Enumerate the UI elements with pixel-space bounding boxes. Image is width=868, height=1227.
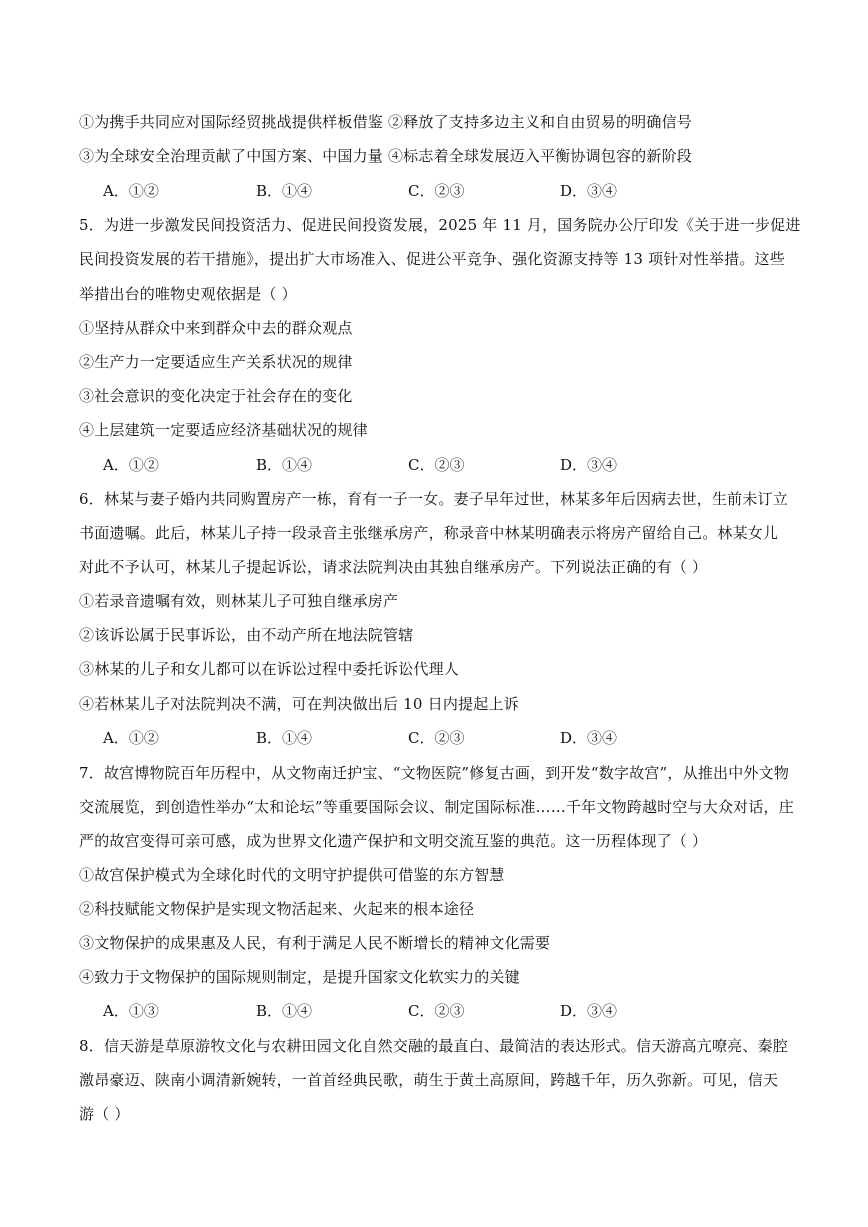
q4-option-d[interactable]: D．③④ [560, 182, 618, 200]
q5-statement-1: ①坚持从群众中来到群众中去的群众观点 [79, 319, 353, 337]
q6-options [103, 728, 663, 748]
q5-option-a[interactable]: A．①② [103, 456, 159, 474]
q6-option-b[interactable]: B．①④ [256, 729, 313, 747]
q5-option-d[interactable]: D．③④ [560, 456, 618, 474]
q6-statement-3: ③林某的儿子和女儿都可以在诉讼过程中委托诉讼代理人 [79, 660, 460, 678]
q5-options [103, 455, 663, 475]
q4-statement-1-2: ①为携手共同应对国际经贸挑战提供样板借鉴 ②释放了支持多边主义和自由贸易的明确信号 [79, 113, 692, 131]
q5-stem-line-2: 民间投资发展的若干措施》，提出扩大市场准入、促进公平竞争、强化资源支持等 13 项针对性举措。这些 [79, 250, 785, 268]
q6-option-c[interactable]: C．②③ [408, 729, 465, 747]
q4-statement-3-4: ③为全球安全治理贡献了中国方案、中国力量 ④标志着全球发展迈入平衡协调包容的新阶段 [79, 147, 692, 165]
q7-option-a[interactable]: A．①③ [103, 1002, 159, 1020]
q5-stem-line-3: 举措出台的唯物史观依据是（ ） [79, 285, 297, 303]
q7-statement-2: ②科技赋能文物保护是实现文物活起来、火起来的根本途径 [79, 900, 475, 918]
q6-stem-line-2: 书面遗嘱。此后，林某儿子持一段录音主张继承房产，称录音中林某明确表示将房产留给自己。林某女儿 [79, 524, 779, 542]
q7-statement-3: ③文物保护的成果惠及人民，有利于满足人民不断增长的精神文化需要 [79, 934, 551, 952]
q6-statement-4: ④若林某儿子对法院判决不满，可在判决做出后 10 日内提起上诉 [79, 695, 519, 713]
q6-stem-line-1: 6．林某与妻子婚内共同购置房产一栋，育有一子一女。妻子早年过世，林某多年后因病去世，生前未订立 [79, 490, 788, 508]
q7-stem-line-2: 交流展览，到创造性举办“太和论坛”等重要国际会议、制定国际标准……千年文物跨越时空与大众对话，庄 [79, 798, 794, 816]
q7-option-c[interactable]: C．②③ [408, 1002, 465, 1020]
q7-option-d[interactable]: D．③④ [560, 1002, 618, 1020]
q5-statement-3: ③社会意识的变化决定于社会存在的变化 [79, 387, 353, 405]
q4-option-b[interactable]: B．①④ [256, 182, 313, 200]
q6-statement-2: ②该诉讼属于民事诉讼，由不动产所在地法院管辖 [79, 626, 414, 644]
q7-stem-line-1: 7．故宫博物院百年历程中，从文物南迁护宝、“文物医院”修复古画，到开发“数字故宫”，从推出中外文物 [79, 764, 790, 782]
q7-stem-line-3: 严的故宫变得可亲可感，成为世界文化遗产保护和文明交流互鉴的典范。这一历程体现了（ ） [79, 832, 708, 850]
q7-option-b[interactable]: B．①④ [256, 1002, 313, 1020]
q5-option-b[interactable]: B．①④ [256, 456, 313, 474]
q4-options [103, 181, 663, 201]
q6-stem-line-3: 对此不予认可，林某儿子提起诉讼，请求法院判决由其独自继承房产。下列说法正确的有（ ） [79, 558, 708, 576]
q6-option-a[interactable]: A．①② [103, 729, 159, 747]
q8-stem-line-2: 激昂豪迈、陕南小调清新婉转，一首首经典民歌，萌生于黄土高原间，跨越千年，历久弥新。可见，信天 [79, 1071, 779, 1089]
q4-option-c[interactable]: C．②③ [408, 182, 465, 200]
q4-option-a[interactable]: A．①② [103, 182, 159, 200]
q8-stem-line-3: 游（ ） [79, 1105, 130, 1123]
q7-options [103, 1001, 663, 1021]
q6-option-d[interactable]: D．③④ [560, 729, 618, 747]
q7-statement-1: ①故宫保护模式为全球化时代的文明守护提供可借鉴的东方智慧 [79, 866, 505, 884]
q5-stem-line-1: 5．为进一步激发民间投资活力、促进民间投资发展，2025 年 11 月，国务院办公厅印发《关于进一步促进 [79, 216, 801, 234]
q8-stem-line-1: 8．信天游是草原游牧文化与农耕田园文化自然交融的最直白、最简洁的表达形式。信天游高亢嘹亮、秦腔 [79, 1037, 788, 1055]
q6-statement-1: ①若录音遗嘱有效，则林某儿子可独自继承房产 [79, 592, 399, 610]
q5-statement-4: ④上层建筑一定要适应经济基础状况的规律 [79, 421, 368, 439]
q5-option-c[interactable]: C．②③ [408, 456, 465, 474]
q7-statement-4: ④致力于文物保护的国际规则制定，是提升国家文化软实力的关键 [79, 968, 520, 986]
q5-statement-2: ②生产力一定要适应生产关系状况的规律 [79, 353, 353, 371]
